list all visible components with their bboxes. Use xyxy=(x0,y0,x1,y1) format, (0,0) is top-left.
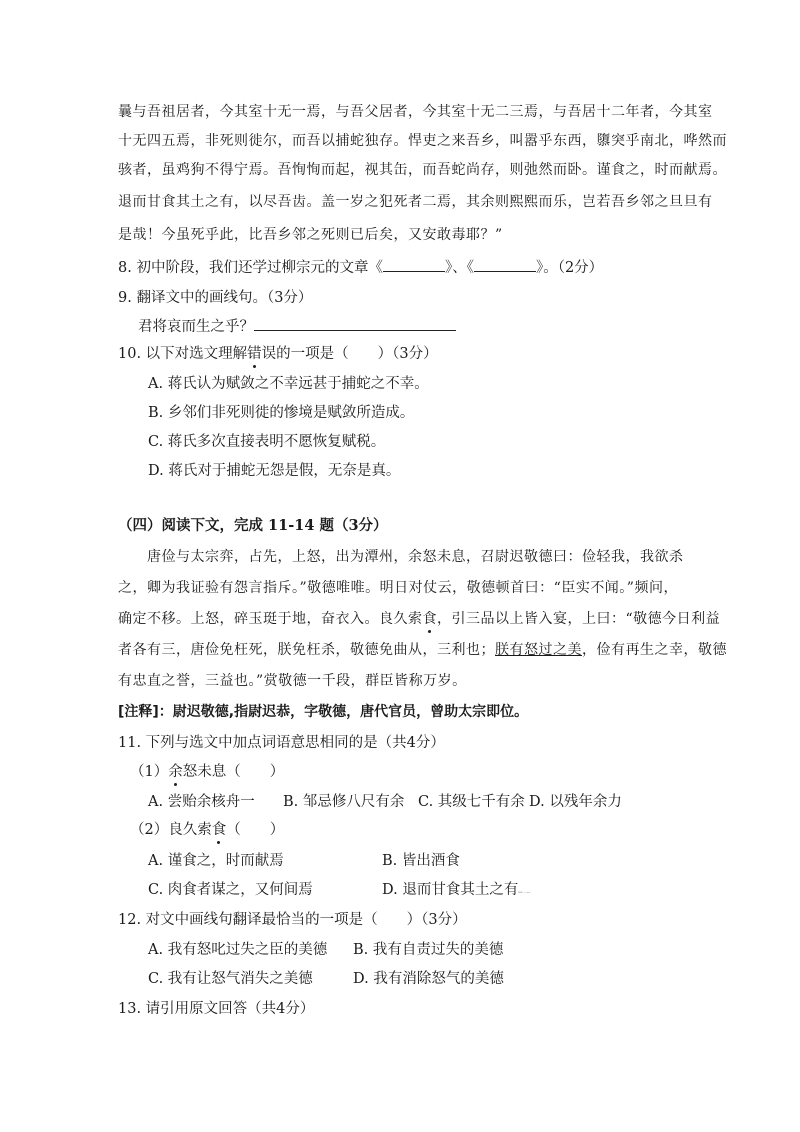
s4-l3-part1: 确定不移。上怒，碎玉珽于地，奋衣入。良久索 xyxy=(118,611,423,627)
q8-prefix: 8. 初中阶段，我们还学过柳宗元的文章《 xyxy=(118,260,383,276)
q11-sub1-dotted-char: 余 xyxy=(168,764,183,780)
s4-l3-part2: ，引三品以上皆入宴，上曰：“敬德今日利益 xyxy=(437,611,721,627)
q10-dotted-char: 错 xyxy=(247,346,262,362)
q9-sentence: 君将哀而生之乎？ xyxy=(138,319,254,335)
q11-sub2-option-d xyxy=(382,880,531,903)
q11-sub2-option-b: B. 皆出酒食 xyxy=(382,853,460,869)
q10-option-a: A. 蒋氏认为赋敛之不幸远甚于捕蛇之不幸。 xyxy=(148,376,429,392)
s4-note: [注释]：尉迟敬德,指尉迟恭，字敬德，唐代官员，曾助太宗即位。 xyxy=(118,704,529,720)
question-11: 11. 下列与选文中加点词语意思相同的是（共4分） xyxy=(118,735,445,751)
q10-option-d: D. 蒋氏对于捕蛇无怨是假，无奈是真。 xyxy=(148,463,401,479)
q12-option-a: A. 我有怒叱过失之臣的美德 xyxy=(148,942,328,958)
q11-sub2-dotted-char: 食 xyxy=(211,822,227,838)
question-12: 12. 对文中画线句翻译最恰当的一项是（ ）（3分） xyxy=(118,912,467,928)
q9-answer-line[interactable] xyxy=(254,316,456,331)
q11-sub1-text: 怒未息（ ） xyxy=(182,764,285,780)
q10-option-b: B. 乡邻们非死则徙的惨境是赋敛所造成。 xyxy=(148,405,415,421)
q12-option-d: D. 我有消除怒气的美德 xyxy=(353,971,504,987)
q11-sub2 xyxy=(130,820,284,840)
s4-underlined-sentence: 朕有怒过之美 xyxy=(495,642,582,658)
q10-text-part2: 误的一项是（ ）（3分） xyxy=(261,346,438,362)
question-9: 9. 翻译文中的画线句。（3分） xyxy=(118,290,313,306)
passage-line-4: 退而甘食其土之有，以尽吾齿。盖一岁之犯死者二焉，其余则熙熙而乐，岂若吾乡邻之旦旦有 xyxy=(118,194,713,210)
question-13: 13. 请引用原文回答（共4分） xyxy=(118,1001,315,1017)
passage-line-5: 是哉！今虽死乎此，比吾乡邻之死则已后矣，又安敢毒耶？” xyxy=(118,227,503,243)
q12-option-c: C. 我有让怒气消失之美德 xyxy=(148,971,313,987)
s4-passage-line-4 xyxy=(118,640,727,660)
q12-option-b: B. 我有自责过失的美德 xyxy=(353,942,504,958)
question-10 xyxy=(118,344,438,364)
q11-sub1-num: （1） xyxy=(130,764,169,780)
q11-sub2-option-a: A. 谨食之，时而献焉 xyxy=(148,853,284,869)
faint-mark: ꟷ ·— xyxy=(518,890,531,896)
q11-sub2-text-part2: （ ） xyxy=(226,822,285,838)
s4-passage-line-2: 之，卿为我证验有怨言指斥。”敬德唯唯。明日对仗云，敬德顿首曰：“臣实不闻。”频问， xyxy=(118,580,678,596)
q11-sub1-option-c: C. 其级七千有余 xyxy=(418,794,525,810)
s4-passage-line-1: 唐俭与太宗弈，占先，上怒，出为潭州，余怒未息，召尉迟敬德曰：俭轻我，我欲杀 xyxy=(147,549,684,565)
s4-passage-line-3 xyxy=(118,609,720,629)
q11-sub1-option-d: D. 以残年余力 xyxy=(529,794,622,810)
q9-sentence-row xyxy=(138,316,456,337)
q8-middle: 》、《 xyxy=(444,260,474,276)
q11-sub2-option-d-text: D. 退而甘食其土之有 xyxy=(382,882,519,898)
q11-sub1 xyxy=(130,762,284,782)
s4-l3-dotted-char: 食 xyxy=(422,611,437,627)
section-4-heading: （四）阅读下文，完成 11-14 题（3分） xyxy=(118,517,388,534)
s4-passage-line-5: 有忠直之誉，三益也。”赏敬德一千段，群臣皆称万岁。 xyxy=(118,673,467,689)
s4-l4-part1: 者各有三，唐俭免枉死，朕免枉杀，敬德免曲从，三利也； xyxy=(118,642,495,658)
q8-blank-1[interactable] xyxy=(383,257,445,272)
q11-sub1-option-a: A. 尝贻余核舟一 xyxy=(148,794,255,810)
q8-blank-2[interactable] xyxy=(474,257,536,272)
q11-sub2-text-part1: （2）良久索 xyxy=(130,822,212,838)
q11-sub2-option-c: C. 肉食者谋之，又何间焉 xyxy=(148,882,313,898)
q11-sub1-option-b: B. 邹忌修八尺有余 xyxy=(283,794,405,810)
q10-text-part1: 10. 以下对选文理解 xyxy=(118,346,248,362)
passage-line-1: 曩与吾祖居者，今其室十无一焉，与吾父居者，今其室十无二三焉，与吾居十二年者，今其室 xyxy=(118,104,713,120)
q8-suffix: 》。（2分） xyxy=(535,260,604,276)
q10-option-c: C. 蒋氏多次直接表明不愿恢复赋税。 xyxy=(148,434,386,450)
question-8 xyxy=(118,257,603,278)
passage-line-3: 骇者，虽鸡狗不得宁焉。吾恂恂而起，视其缶，而吾蛇尚存，则弛然而卧。谨食之，时而献焉。 xyxy=(118,162,727,178)
passage-line-2: 十无四五焉，非死则徙尔，而吾以捕蛇独存。悍吏之来吾乡，叫嚣乎东西，隳突乎南北，哗然而 xyxy=(118,133,727,149)
s4-l4-part2: ，俭有再生之幸，敬德 xyxy=(582,642,727,658)
